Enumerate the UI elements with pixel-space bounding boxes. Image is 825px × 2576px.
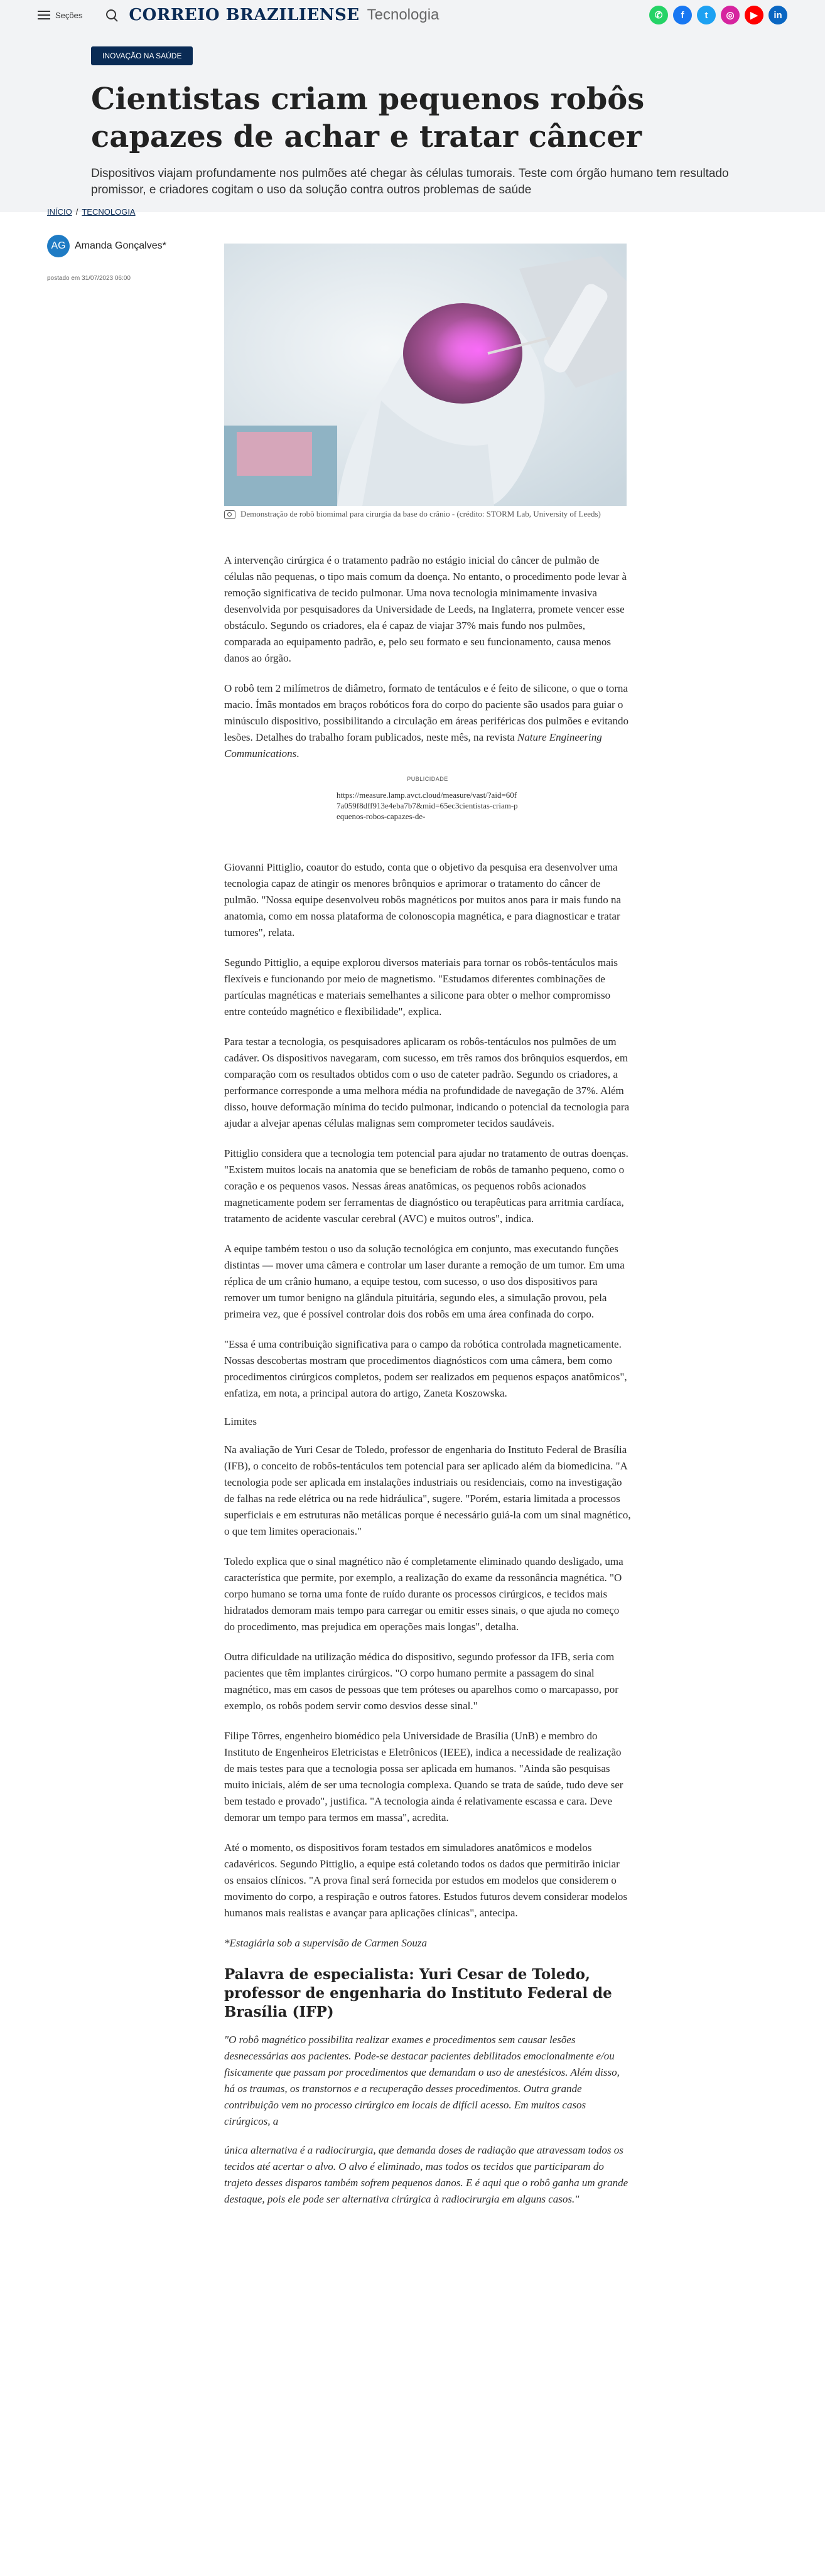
- ad-label: PUBLICIDADE: [407, 776, 448, 782]
- instagram-icon[interactable]: ◎: [721, 6, 740, 24]
- author-block[interactable]: [47, 235, 166, 257]
- journal-name: Nature Engineering Communications: [224, 731, 602, 759]
- paragraph: O robô tem 2 milímetros de diâmetro, formato de tentáculos e é feito de silicone, o que o torna macio. Ímãs montados em braços robóticos fora do corpo do paciente são usados para guiar o minúsculo dispositivo, possibilitando a circulação em áreas periféricas dos pulmões e evitando lesões. Detalhes do trabalho foram publicados, neste mês, na revista Nature Engineering Communications.: [224, 682, 628, 759]
- paragraph: A equipe também testou o uso da solução tecnológica em conjunto, mas executando funções distintas — mover uma câmera e controlar um laser durante a remoção de um tumor. Em uma réplica de um crânio humano, a equipe testou, com sucesso, o uso dos dispositivos para remover um tumor benigno na glândula pituitária, segundo eles, a simulação provou, pela primeira vez, que é possível controlar dois dos robôs em uma área confinada do corpo.: [224, 1243, 625, 1320]
- sections-menu-label: Seções: [55, 10, 83, 20]
- sections-menu-button[interactable]: [38, 11, 82, 20]
- social-links: [649, 6, 787, 24]
- brain-robot-illustration: [224, 244, 627, 506]
- youtube-icon[interactable]: ▶: [745, 6, 763, 24]
- hamburger-icon: [38, 11, 50, 19]
- whatsapp-icon[interactable]: ✆: [649, 6, 668, 24]
- paragraph: Segundo Pittiglio, a equipe explorou diversos materiais para tornar os robôs-tentáculos mais flexíveis e funcionando por meio de magnetismo. "Estudamos diferentes combinações de partículas magnéticas e materiais semelhantes a silicone para obter o melhor compromisso entre conteúdo magnético e flexibilidade", explica.: [224, 957, 618, 1017]
- facebook-icon[interactable]: f: [673, 6, 692, 24]
- paragraph: Pittiglio considera que a tecnologia tem potencial para ajudar no tratamento de outras doenças. "Existem muitos locais na anatomia que se beneficiam de robôs de tamanho pequeno, como o coração e os pequenos vasos. Nessas áreas anatômicas, os pequenos robôs acionados magneticamente podem ser ferramentas de diagnóstico ou terapêuticas para arritmia cardíaca, tratamento de acidente vascular cerebral (AVC) e muitos outros", indica.: [224, 1147, 628, 1225]
- paragraph: Filipe Tôrres, engenheiro biomédico pela Universidade de Brasília (UnB) e membro do Instituto de Engenheiros Eletricistas e Eletrônicos (IEEE), indica a necessidade de realização de mais testes para que a tecnologia possa ser aplicada em humanos. "Ainda são pesquisas muito iniciais, além de ser uma tecnologia complexa. Quando se trata de saúde, tudo deve ser bem testado e provado", justifica. "A tecnologia ainda é relativamente escassa e cara. Deve demorar um tempo para termos em massa", acredita.: [224, 1730, 623, 1823]
- site-logo[interactable]: CORREIO BRAZILIENSE: [129, 6, 360, 24]
- top-bar: [0, 0, 825, 30]
- article-body: [224, 552, 631, 2221]
- paragraph: Para testar a tecnologia, os pesquisadores aplicaram os robôs-tentáculos nos pulmões de um cadáver. Os dispositivos navegaram, com sucesso, em três ramos dos brônquios esquerdos, em comparação com os resultados obtidos com o uso de cateter padrão. Segundo os criadores, a performance corresponde a uma melhora média na profundidade de navegação de 37%. Além disso, houve deformação mínima do tecido pulmonar, indicando o potencial da tecnologia para ajudar a alvejar apenas células malignas sem comprometer tecidos saudáveis.: [224, 1036, 630, 1129]
- expert-section-title: Palavra de especialista: Yuri Cesar de Toledo, professor de engenharia do Instituto Federal de Brasília (IFP): [224, 1966, 612, 2021]
- photo-caption: [224, 508, 627, 520]
- twitter-icon[interactable]: t: [697, 6, 716, 24]
- intern-note: *Estagiária sob a supervisão de Carmen Souza: [224, 1937, 427, 1949]
- section-subtitle: Limites: [224, 1415, 257, 1427]
- search-icon[interactable]: [105, 8, 119, 22]
- paragraph: Toledo explica que o sinal magnético não é completamente eliminado quando desligado, uma característica que permite, por exemplo, a realização do exame da ressonância magnética. "O corpo humano se torna uma fonte de ruído durante os processos cirúrgicos, e tecidos mais hidratados demoram mais tempo para carregar ou emitir esses sinais, o que ajuda no começo do procedimento, mas prejudica em operações mais longas", detalha.: [224, 1555, 623, 1633]
- paragraph: A intervenção cirúrgica é o tratamento padrão no estágio inicial do câncer de pulmão de células não pequenas, o tipo mais comum da doença. No entanto, o procedimento pode levar à remoção significativa de tecido pulmonar. Uma nova tecnologia minimamente invasiva desenvolvida por pesquisadores da Universidade de Leeds, na Inglaterra, promete vencer esse obstáculo. Segundo os criadores, ela é capaz de viajar 37% mais fundo nos pulmões, comparada ao equipamento padrão, e, pelo seu formato e seu funcionamento, causa menos danos ao órgão.: [224, 554, 627, 664]
- category-badge[interactable]: INOVAÇÃO NA SAÚDE: [91, 46, 193, 65]
- article-photo: [224, 244, 627, 506]
- expert-quote: única alternativa é a radiocirurgia, que demanda doses de radiação que atravessam todos os tecidos até acertar o alvo. O alvo é eliminado, mas todos os tecidos que participaram do trajeto desses disparos também sofrem pequenos danos. E é aqui que o robô ganha um grande destaque, pois ele pode ser alternativa cirúrgica à radiocirurgia em alguns casos.": [224, 2144, 628, 2205]
- page-title: Cientistas criam pequenos robôs capazes de achar e tratar câncer: [91, 82, 645, 154]
- paragraph: Outra dificuldade na utilização médica do dispositivo, segundo professor da IFB, seria com pacientes que têm implantes cirúrgicos. "O corpo humano permite a passagem do sinal magnético, mas em casos de pessoas que tem próteses ou aparelhos como o marcapasso, por exemplo, os robôs podem servir como desvios desse sinal.": [224, 1651, 618, 1712]
- photo-caption-text: Demonstração de robô biomimal para cirurgia da base do crânio - (crédito: STORM Lab, University of Leeds): [240, 509, 601, 518]
- paragraph: Giovanni Pittiglio, coautor do estudo, conta que o objetivo da pesquisa era desenvolver uma tecnologia capaz de atingir os menores brônquios e aprimorar o tratamento do câncer de pulmão. "Nossa equipe desenvolveu robôs magnéticos por muitos anos para ir mais fundo na anatomia, como em nossa plataforma de colonoscopia magnética, e para diagnosticar e tratar tumores", relata.: [224, 861, 622, 938]
- camera-icon: [224, 510, 235, 519]
- section-name[interactable]: Tecnologia: [367, 6, 439, 23]
- paragraph: "Essa é uma contribuição significativa para o campo da robótica controlada magneticamente. Nossas descobertas mostram que procedimentos diagnósticos com uma câmera, bem como procedimentos cirúrgicos completos, podem ser realizados em pequenos espaços anatômicos", enfatiza, em nota, a principal autora do artigo, Zaneta Koszowska.: [224, 1338, 627, 1399]
- breadcrumb-home-link[interactable]: INÍCIO: [47, 207, 72, 217]
- expert-quote: "O robô magnético possibilita realizar exames e procedimentos sem causar lesões desnecessárias aos pacientes. Pode-se destacar pacientes debilitados emocionalmente e/ou fisicamente que passam por procedimentos que demandam o uso de anestésicos. Além disso, há os traumas, os transtornos e a recuperação desses procedimentos. Outra grande contribuição vem no processo cirúrgico em locais de difícil acesso. Em muitos casos cirúrgicos, a: [224, 2034, 620, 2127]
- paragraph: Na avaliação de Yuri Cesar de Toledo, professor de engenharia do Instituto Federal de Brasília (IFB), o conceito de robôs-tentáculos tem potencial para ser aplicado além da biomedicina. "A tecnologia pode ser aplicada em instalações industriais ou residenciais, como na investigação de falhas na rede elétrica ou na rede hidráulica", sugere. "Porém, estaria limitada a processos superficiais e em estruturas não metálicas porque é necessário guiá-la com um sinal magnético, o que tem limites operacionais.": [224, 1444, 631, 1537]
- breadcrumb-separator: /: [75, 207, 78, 217]
- article-subtitle: Dispositivos viajam profundamente nos pulmões até chegar às células tumorais. Teste com órgão humano tem resultado promissor, e criadores cogitam o uso da solução contra outros problemas de saúde: [91, 167, 729, 196]
- breadcrumb: [47, 207, 136, 217]
- breadcrumb-section-link[interactable]: TECNOLOGIA: [82, 207, 136, 217]
- avatar: AG: [47, 235, 70, 257]
- article-hero: [0, 30, 825, 212]
- posted-date: postado em 31/07/2023 06:00: [47, 275, 131, 282]
- author-name[interactable]: Amanda Gonçalves*: [75, 240, 166, 251]
- ad-slot[interactable]: https://measure.lamp.avct.cloud/measure/vast/?aid=60f7a059f8dff913e4eba7b7&mid=65ec3cientistas-criam-pequenos-robos-capazes-de-: [337, 790, 518, 821]
- linkedin-icon[interactable]: in: [768, 6, 787, 24]
- paragraph: Até o momento, os dispositivos foram testados em simuladores anatômicos e modelos cadavéricos. Segundo Pittiglio, a equipe está coletando todos os dados que permitirão iniciar os ensaios clínicos. "A prova final será fornecida por estudos em modelos que considerem o movimento do corpo, a respiração e outros fatores. Estudos futuros devem considerar modelos humanos mais realistas e avançar para aplicações clínicas", antecipa.: [224, 1842, 628, 1919]
